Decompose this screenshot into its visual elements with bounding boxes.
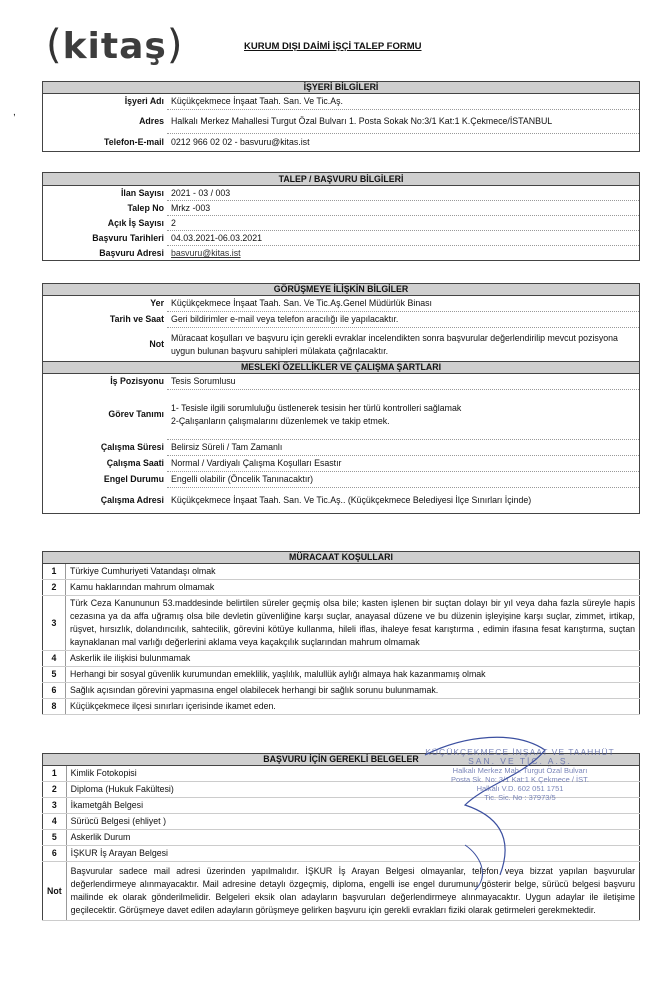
isyeri-section: [42, 81, 640, 152]
field-value: Engelli olabilir (Öncelik Tanınacaktır): [167, 472, 640, 488]
company-logo: (kitaş): [46, 22, 184, 68]
condition-text: Askerlik ile ilişkisi bulunmamak: [66, 651, 640, 667]
item-number: 3: [43, 798, 67, 814]
condition-text: Kamu haklarından mahrum olmamak: [66, 580, 640, 596]
field-label: İlan Sayısı: [120, 188, 164, 199]
field-label: Engel Durumu: [103, 474, 164, 484]
field-value: 04.03.2021-06.03.2021: [167, 231, 640, 246]
section-title: TALEP / BAŞVURU BİLGİLERİ: [43, 173, 640, 186]
gorev-line: 2-Çalışanların çalışmalarını düzenlemek ve takip etmek.: [171, 415, 390, 426]
section-title: MÜRACAAT KOŞULLARI: [43, 552, 640, 564]
field-value: Küçükçekmece İnşaat Taah. San. Ve Tic.Aş.: [167, 94, 640, 110]
field-label: Çalışma Saati: [106, 458, 164, 468]
field-value: Geri bildirimler e-mail veya telefon aracılığı ile yapılacaktır.: [167, 312, 640, 328]
condition-text: Herhangi bir sosyal güvenlik kurumundan emeklilik, yaşlılık, malullük aylığı almaya hak kazanmamış olmak: [66, 667, 640, 683]
item-number: 2: [43, 580, 66, 596]
field-value: 2021 - 03 / 003: [167, 186, 640, 201]
not-text: Başvurular sadece mail adresi üzerinden yapılmalıdır. İŞKUR İş Arayan Belgesi olmayanlar, telefon veya bizzat yapılan başvurular değerlendirmeye alınmayacaktır. Mail adresine detaylı özgeçmiş, diploma, engelli ise engel durumunu gösterir belge, sürücü belgesi başvuru mailinde ek olarak gönderilmelidir. Belgeleri eksik olan adayların başvuruları değerlendirmeye alınmayacaktır. Uygun adaylar ile iletişime geçilecektir. Görüşmeye davet edilen adayların görüşmeye gelirken başvuru için gerekli evrakları fiziki olarak getirmeleri gerekmektedir.: [66, 862, 639, 921]
condition-text: Küçükçekmece ilçesi sınırları içerisinde ikamet eden.: [66, 699, 640, 715]
field-label: Telefon-E-mail: [104, 136, 164, 147]
field-value: 0212 966 02 02 - basvuru@kitas.ist: [171, 137, 310, 147]
field-label: Tarih ve Saat: [109, 314, 164, 324]
section-title: MESLEKİ ÖZELLİKLER VE ÇALIŞMA ŞARTLARI: [43, 362, 640, 374]
margin-mark: ,: [13, 107, 16, 118]
document-text: Kimlik Fotokopisi: [66, 766, 639, 782]
document-text: Diploma (Hukuk Fakültesi): [66, 782, 639, 798]
item-number: 1: [43, 766, 67, 782]
field-value: 2: [167, 216, 640, 231]
condition-text: Türkiye Cumhuriyeti Vatandaşı olmak: [66, 564, 640, 580]
document-text: Sürücü Belgesi (ehliyet ): [66, 814, 639, 830]
item-number: 4: [43, 814, 67, 830]
section-title: GÖRÜŞMEYE İLİŞKİN BİLGİLER: [43, 284, 640, 296]
field-label: Yer: [150, 298, 164, 309]
field-label: Not: [149, 338, 164, 349]
item-number: 5: [43, 830, 67, 846]
item-number: 6: [43, 683, 66, 699]
email-link[interactable]: basvuru@kitas.ist: [171, 248, 241, 258]
stamp-line: Halkalı Merkez Mah. Turgut Özal Bulvarı: [452, 766, 588, 775]
field-value: Mrkz -003: [167, 201, 640, 216]
section-title: İŞYERİ BİLGİLERİ: [43, 82, 640, 94]
gorev-line: 1- Tesisle ilgili sorumluluğu üstlenerek tesisin her türlü kontrolleri sağlamak: [171, 402, 462, 413]
gorusme-section: [42, 283, 640, 514]
form-title: KURUM DIŞI DAİMİ İŞÇİ TALEP FORMU: [244, 41, 422, 52]
item-number: 3: [43, 596, 66, 651]
field-label: Açık İş Sayısı: [107, 218, 164, 228]
field-label: Başvuru Adresi: [99, 247, 164, 258]
stamp-line: Tic. Sic. No : 37973/5: [484, 793, 556, 802]
stamp-line: Posta Sk. No: 3/1 Kat:1 K.Çekmece / İST.: [451, 775, 589, 784]
item-number: 8: [43, 699, 66, 715]
field-value: Küçükçekmece İnşaat Taah. San. Ve Tic.Aş.. (Küçükçekmece Belediyesi İlçe Sınırları İçinde): [171, 495, 532, 505]
field-label: Başvuru Tarihleri: [92, 233, 164, 243]
item-number: 1: [43, 564, 66, 580]
document-text: İŞKUR İş Arayan Belgesi: [66, 846, 639, 862]
condition-text: Türk Ceza Kanununun 53.maddesinde belirtilen süreler geçmiş olsa bile; kasten işlenen bir suçtan dolayı bir yıl veya daha fazla süreyle hapis cezasına ya da affa uğramış olsa bile devletin güvenliğine karşı suçlar, anayasal düzene ve bu düzenin işleyişine karşı suçlar, zimmet, irtikap, rüşvet, hırsızlık, dolandırıcılık, sahtecilik, görevini kötüye kullanma, hileli iflas, ihaleye fesat karıştırma , edimin ifasına fesat karıştırma, suçtan kaynaklanan mal varlığı değerlerini aklama veya kaçakçılık suçlarından mahrum olmamak: [66, 596, 640, 651]
field-label: Adres: [139, 116, 164, 126]
field-label: Çalışma Adresi: [100, 494, 164, 505]
document-text: İkametgâh Belgesi: [66, 798, 639, 814]
condition-text: Sağlık açısından görevini yapmasına engel olabilecek herhangi bir sağlık sorunu bulunmamak.: [66, 683, 640, 699]
logo-text: kitaş: [62, 26, 167, 67]
field-label: Çalışma Süresi: [100, 442, 164, 452]
stamp-line: SAN. VE TİC. A.Ş.: [468, 756, 572, 766]
muracaat-section: [42, 551, 640, 715]
field-label: Görev Tanımı: [108, 409, 164, 419]
document-text: Askerlik Durum: [66, 830, 639, 846]
field-label: Talep No: [127, 203, 164, 213]
talep-section: [42, 172, 640, 261]
item-number: 2: [43, 782, 67, 798]
company-stamp: [400, 748, 640, 828]
field-value: Küçükçekmece İnşaat Taah. San. Ve Tic.Aş.Genel Müdürlük Binası: [167, 296, 640, 312]
field-label: İşyeri Adı: [124, 96, 164, 107]
item-number: 6: [43, 846, 67, 862]
not-label: Not: [43, 862, 67, 921]
field-value: Halkalı Merkez Mahallesi Turgut Özal Bulvarı 1. Posta Sokak No:3/1 Kat:1 K.Çekmece/İSTANBUL: [167, 110, 640, 134]
item-number: 5: [43, 667, 66, 683]
stamp-line: Halkalı V.D. 602 051 1751: [476, 784, 564, 793]
field-value: Normal / Vardiyalı Çalışma Koşulları Esastır: [167, 456, 640, 472]
field-value: Müracaat koşulları ve başvuru için gerekli evraklar incelendikten sonra başvurular değerlendirilip mevcut pozisyona uygun bulunan başvuru sahipleri mülakata çağrılacaktır.: [167, 328, 640, 362]
stamp-line: KÜÇÜKÇEKMECE İNŞAAT VE TAAHHÜT: [425, 747, 615, 757]
field-value: Tesis Sorumlusu: [167, 374, 640, 390]
field-label: İş Pozisyonu: [110, 376, 164, 387]
section-title: BAŞVURU İÇİN GEREKLİ BELGELER: [43, 754, 640, 766]
field-value: Belirsiz Süreli / Tam Zamanlı: [167, 440, 640, 456]
item-number: 4: [43, 651, 66, 667]
